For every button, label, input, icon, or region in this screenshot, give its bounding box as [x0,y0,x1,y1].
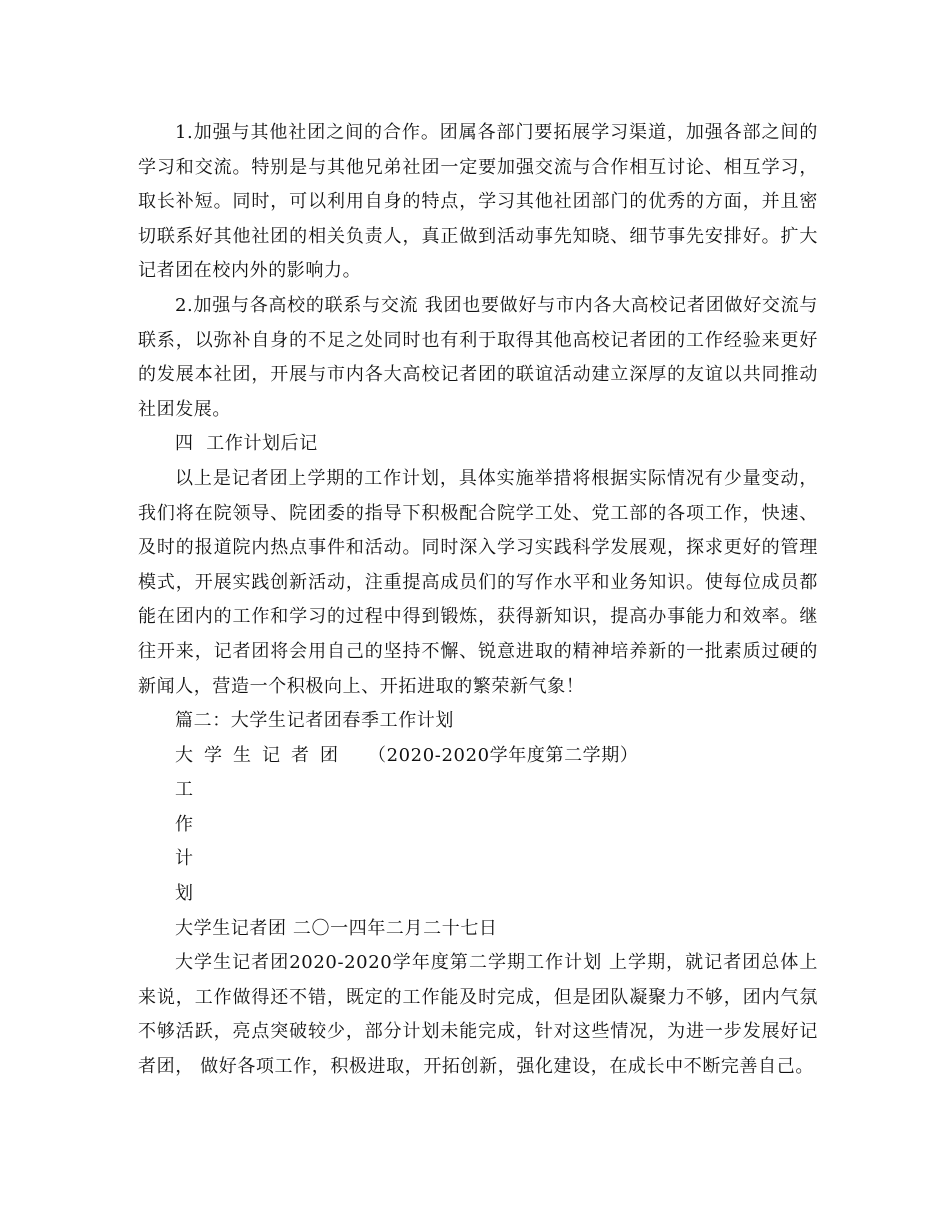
paragraph-university-exchange: 2.加强与各高校的联系与交流 我团也要做好与市内各大高校记者团做好交流与联系，以弥补自身的不足之处同时也有利于取得其他高校记者团的工作经验来更好的发展本社团，开展与市内各大高校记者团的联谊活动建立深厚的友谊以共同推动社团发展。 [138,294,818,420]
paragraph-postscript: 以上是记者团上学期的工作计划，具体实施举措将根据实际情况有少量变动，我们将在院领导、院团委的指导下积极配合院学工处、党工部的各项工作，快速、及时的报道院内热点事件和活动。同时深入学习实践科学发展观，探求更好的管理模式，开展实践创新活动，注重提高成员们的写作水平和业务知识。使每位成员都能在团内的工作和学习的过程中得到锻炼，获得新知识，提高办事能力和效率。继往开来，记者团将会用自己的坚持不懈、锐意进取的精神培养新的一批素质过硬的新闻人，营造一个积极向上、开拓进取的繁荣新气象！ [138,467,818,697]
part-two-title: 篇二：大学生记者团春季工作计划 [175,710,454,732]
cover-vertical-char-3: 计 [175,848,194,870]
document-body [138,116,818,1085]
cover-vertical-char-1: 工 [175,779,194,801]
cover-vertical-char-4: 划 [175,883,194,905]
cover-organization: 大学生记者团 [175,744,349,766]
paragraph-semester-plan: 大学生记者团2020-2020学年度第二学期工作计划 上学期，就记者团总体上来说，工作做得还不错，既定的工作能及时完成，但是团队凝聚力不够，团内气氛不够活跃，亮点突破较少，部分计划未能完成，针对这些情况，为进一步发展好记者团， 做好各项工作，积极进取，开拓创新，强化建设，在成长中不断完善自己。 [138,952,818,1078]
cover-date-line: 大学生记者团 二〇一四年二月二十七日 [175,917,498,939]
cover-title-line [138,739,818,774]
cover-vertical-char-2: 作 [175,813,194,835]
cover-term: （2020-2020学年度第二学期） [367,744,639,766]
section-heading-postscript: 四 工作计划后记 [175,433,318,455]
paragraph-cooperation: 1.加强与其他社团之间的合作。团属各部门要拓展学习渠道，加强各部之间的学习和交流。特别是与其他兄弟社团一定要加强交流与合作相互讨论、相互学习，取长补短。同时，可以利用自身的特点，学习其他社团部门的优秀的方面，并且密切联系好其他社团的相关负责人，真正做到活动事先知晓、细节事先安排好。扩大记者团在校内外的影响力。 [138,122,818,282]
